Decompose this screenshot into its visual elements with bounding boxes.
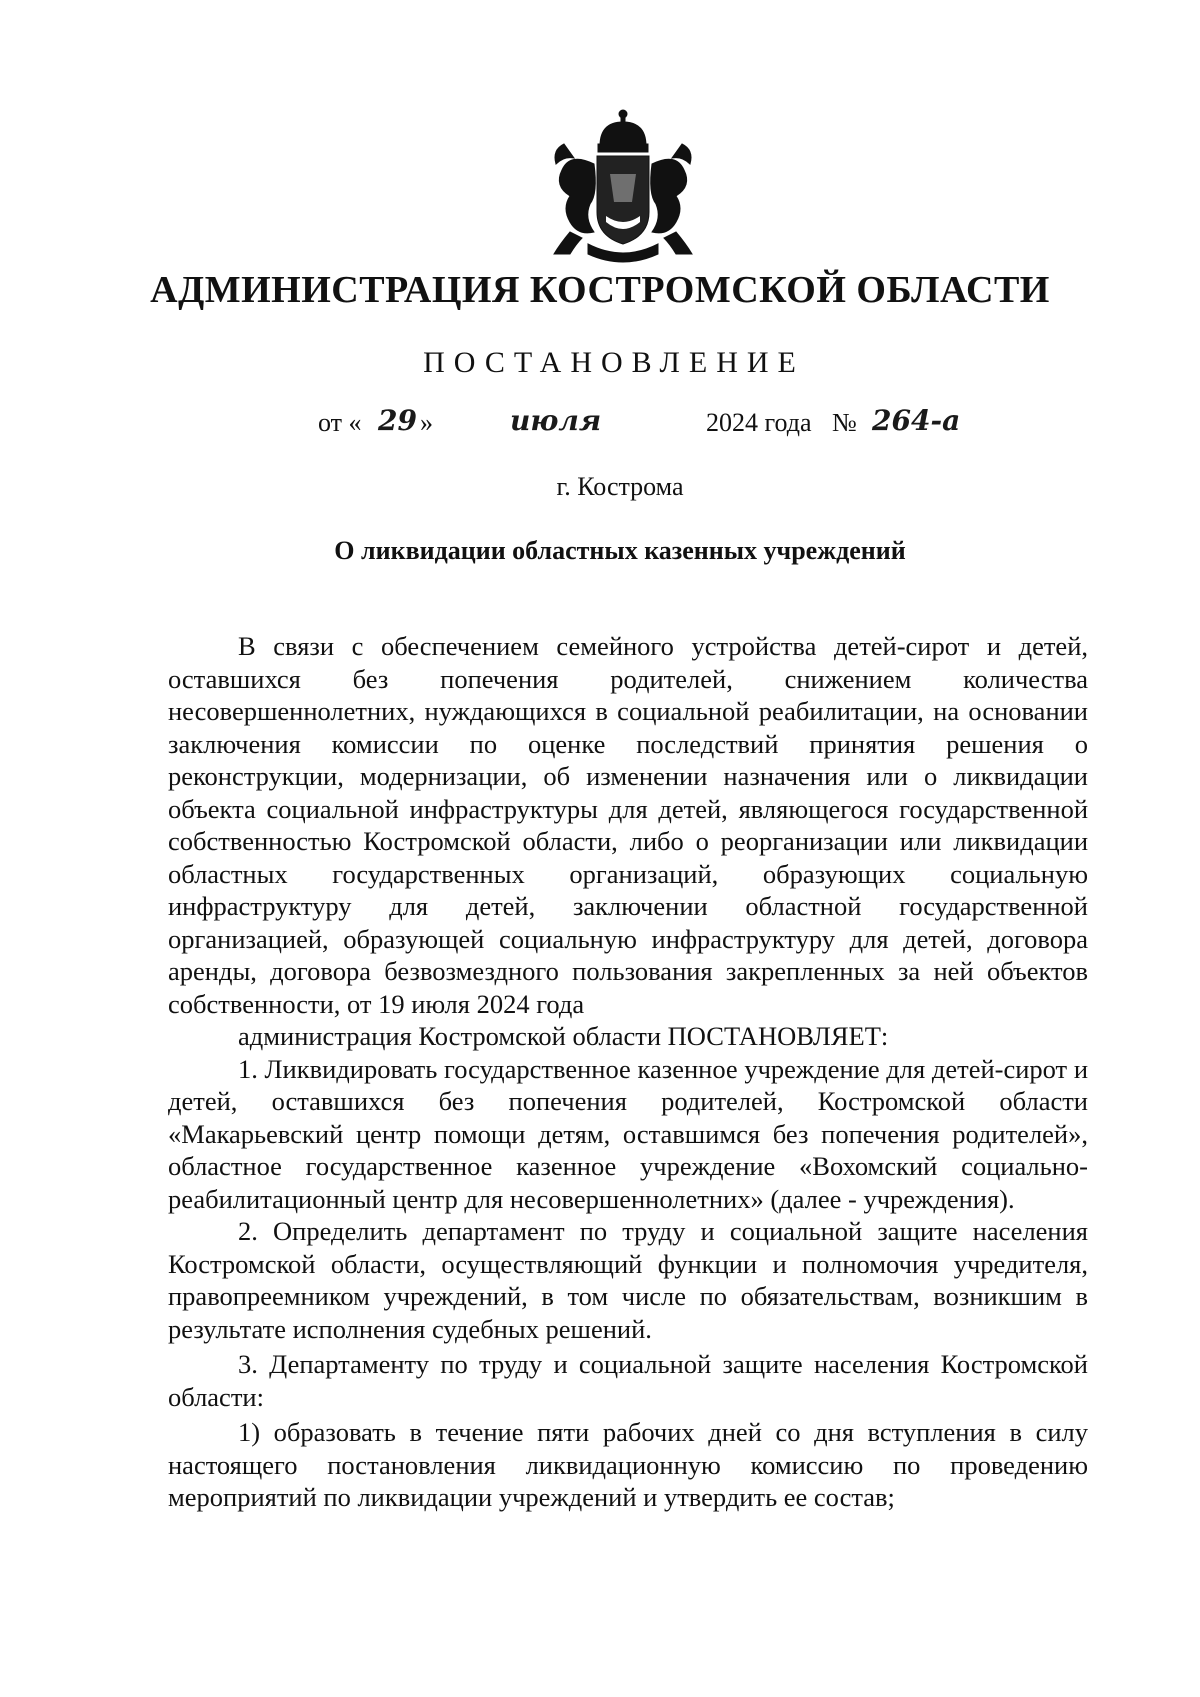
paragraph-resolves: администрация Костромской области ПОСТАНОВЛЯЕТ:: [238, 1021, 889, 1051]
date-number-line: [0, 404, 1200, 452]
paragraph-preamble: В связи с обеспечением семейного устройства детей-сирот и детей, оставшихся без попечения родителей, снижением количества несовершеннолетних, нуждающихся в социальной реабилитации, на основании заключения комиссии по оценке последствий принятия решения о реконструкции, модернизации, об изменении назначения или о ликвидации объекта социальной инфраструктуры для детей, являющегося государственной собственностью Костромской области, либо о реорганизации или ликвидации областных государственных организаций, образующих социальную инфраструктуру для детей, заключении областной государственной организацией, образующей социальную инфраструктуру для детей, договора аренды, договора безвозмездного пользования закрепленных за ней объектов собственности, от 19 июля 2024 года: [168, 631, 1088, 1019]
paragraph-subitem-1: 1) образовать в течение пяти рабочих дней со дня вступления в силу настоящего постановления ликвидационную комиссию по проведению мероприятий по ликвидации учреждений и утвердить ее состав;: [168, 1417, 1088, 1512]
date-day-close: »: [420, 408, 433, 437]
document-subject: О ликвидации областных казенных учреждений: [334, 536, 906, 565]
city-name: г. Кострома: [556, 472, 684, 501]
paragraph-item-2: 2. Определить департамент по труду и социальной защите населения Костромской области, осуществляющий функции и полномочия учредителя, правопреемником учреждений, в том числе по обязательствам, возникшим в результате исполнения судебных решений.: [168, 1216, 1088, 1344]
date-year: 2024 года: [706, 408, 812, 437]
paragraph-item-1: 1. Ликвидировать государственное казенное учреждение для детей-сирот и детей, оставшихся без попечения родителей, Костромской области «Макарьевский центр помощи детям, оставшимся без попечения родителей», областное государственное казенное учреждение «Вохомский социально-реабилитационный центр для несовершеннолетних» (далее - учреждения).: [168, 1053, 1088, 1214]
document-body: [168, 630, 1088, 1514]
document-type: ПОСТАНОВЛЕНИЕ: [423, 346, 805, 379]
organization-title: АДМИНИСТРАЦИЯ КОСТРОМСКОЙ ОБЛАСТИ: [150, 269, 1050, 311]
handwritten-number: 264-а: [872, 404, 961, 437]
paragraph-item-3: 3. Департаменту по труду и социальной защите населения Костромской области:: [168, 1349, 1088, 1412]
coat-of-arms-icon: [540, 104, 706, 270]
handwritten-day: 29: [378, 404, 417, 437]
handwritten-month: июля: [510, 404, 602, 437]
number-sign: №: [832, 408, 857, 437]
date-prefix: от «: [318, 408, 362, 437]
